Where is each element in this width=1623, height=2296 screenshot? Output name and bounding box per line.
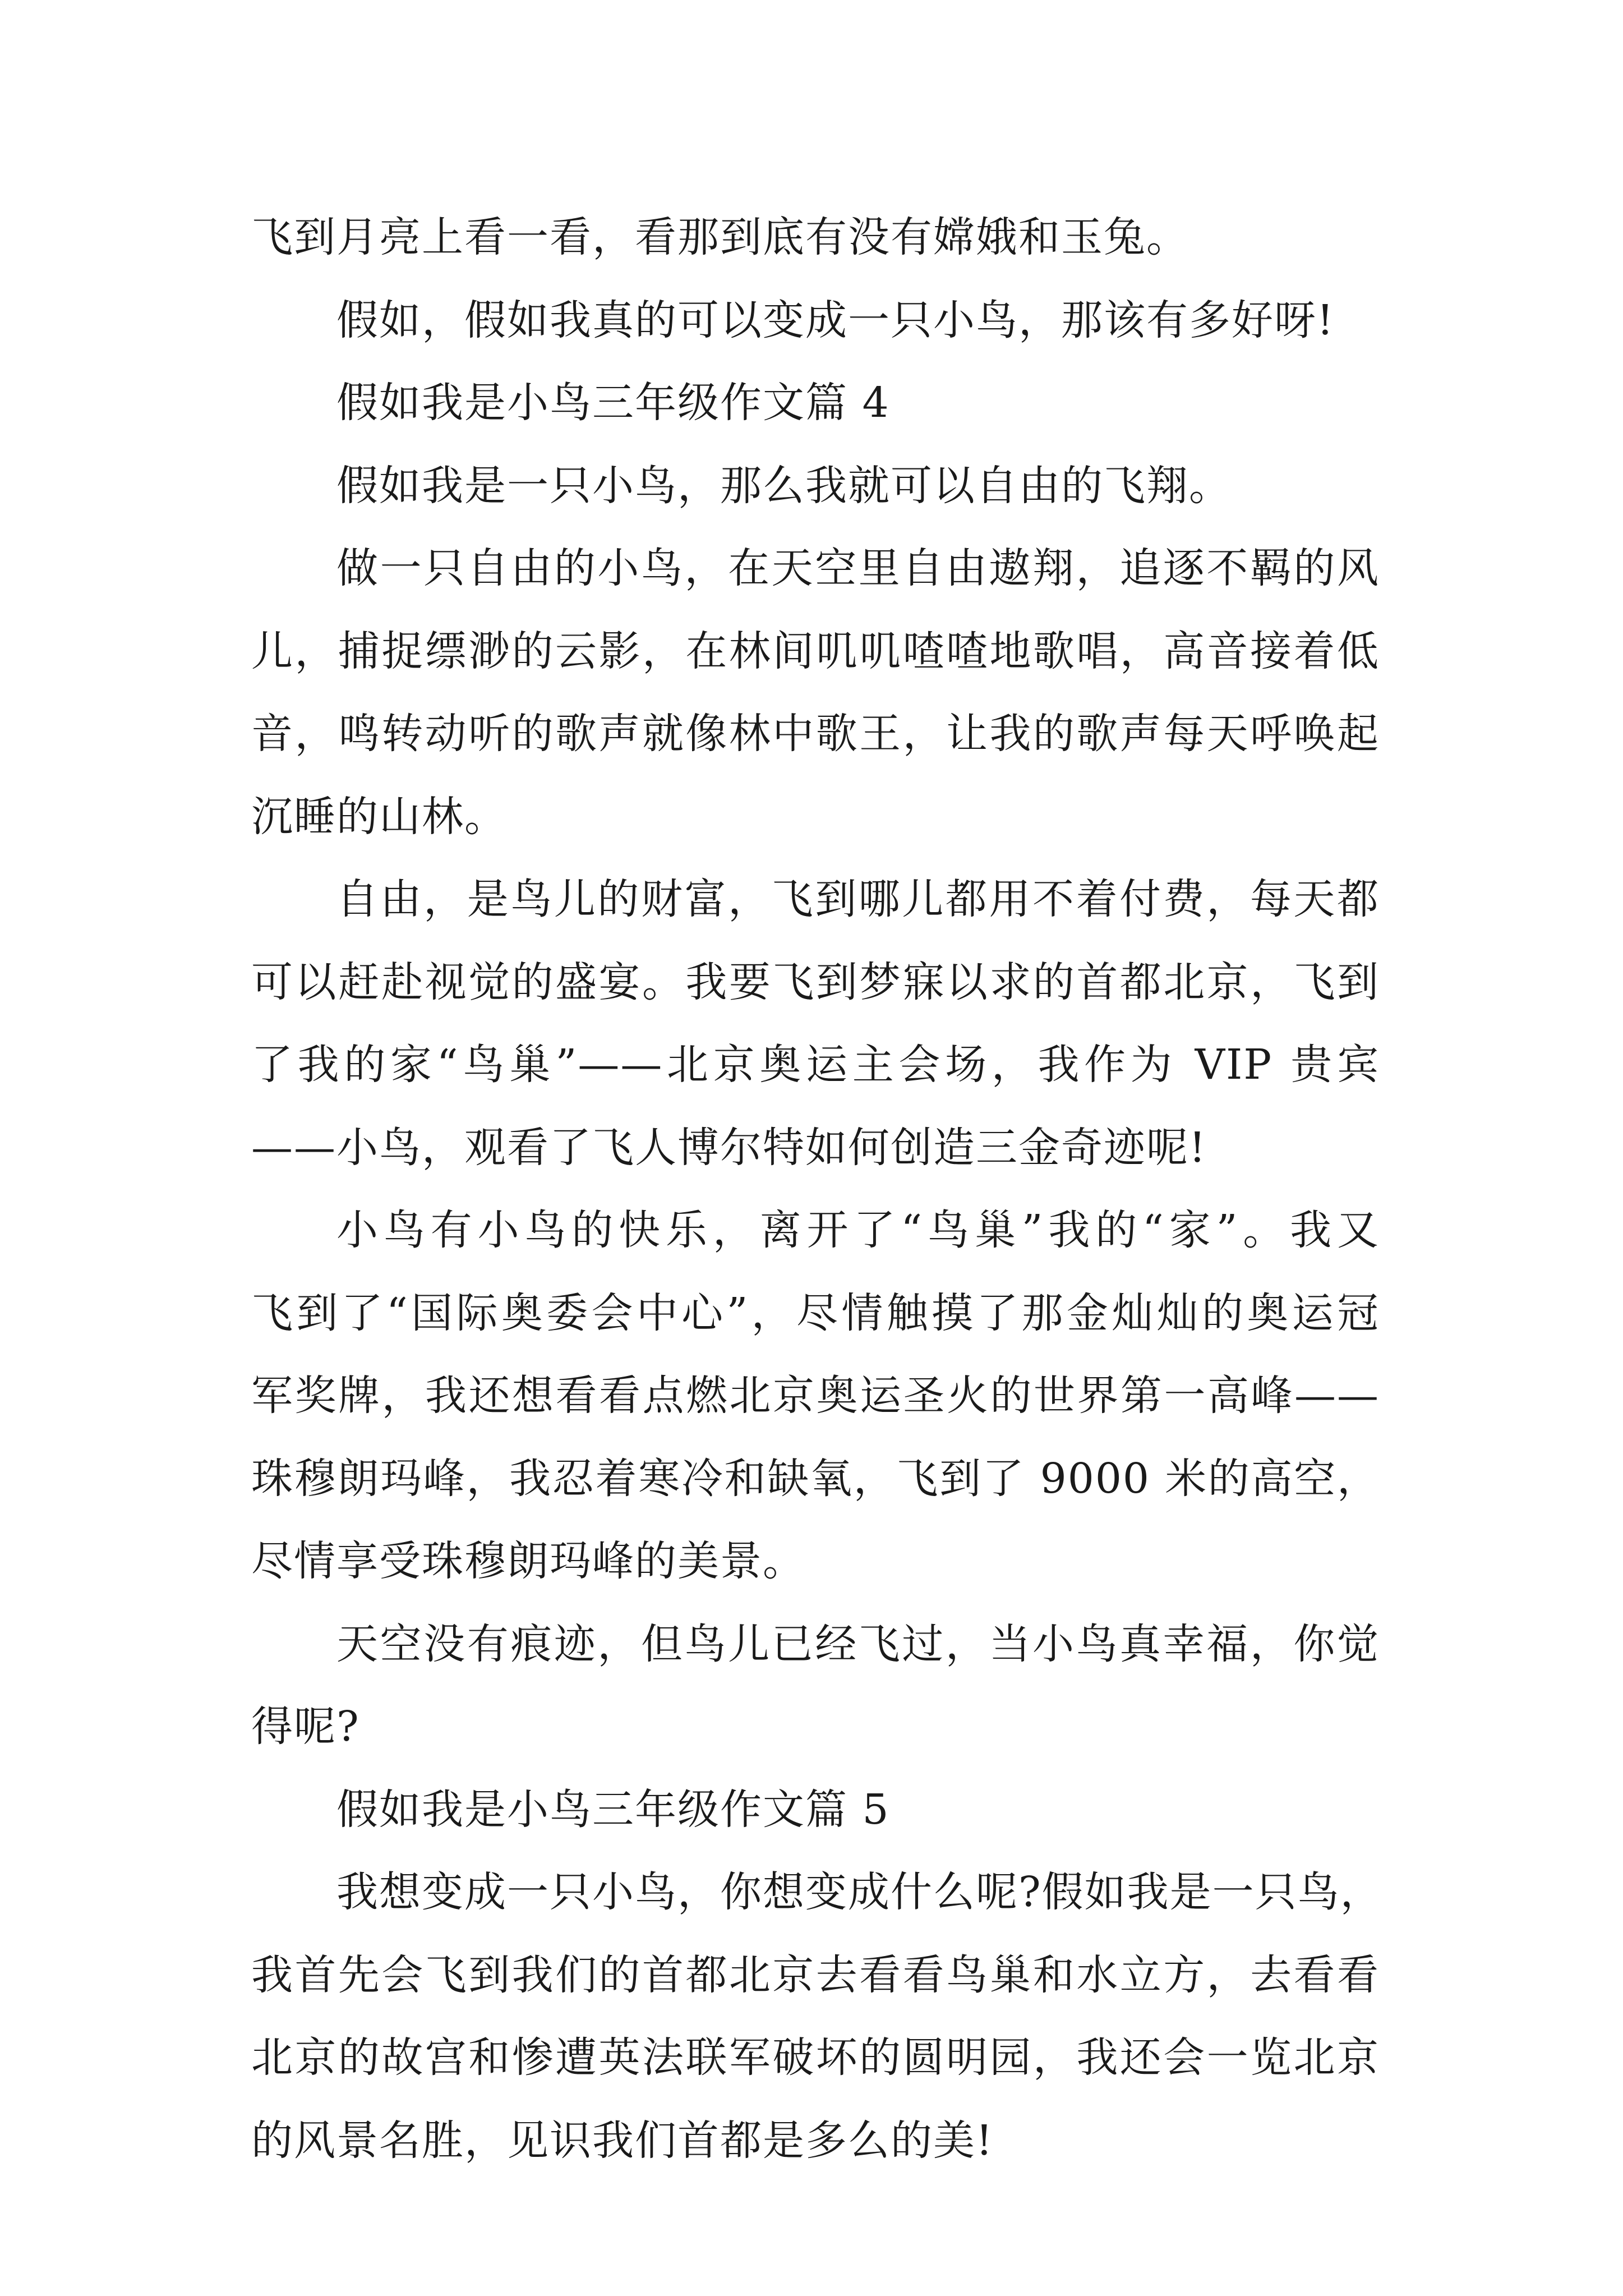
text-line: 可以赶赴视觉的盛宴。我要飞到梦寐以求的首都北京，飞到	[251, 958, 1380, 1006]
text-line: 了我的家“鸟巢”——北京奥运主会场，我作为 VIP 贵宾	[251, 1041, 1380, 1089]
text-line: 自由，是鸟儿的财富，飞到哪儿都用不着付费，每天都	[336, 875, 1380, 923]
text-line: 飞到月亮上看一看，看那到底有没有嫦娥和玉兔。	[251, 213, 1189, 261]
text-line: 假如我是一只小鸟，那么我就可以自由的飞翔。	[336, 461, 1232, 510]
section-heading-5: 假如我是小鸟三年级作文篇 5	[336, 1785, 890, 1834]
text-line: 沉睡的山林。	[251, 792, 507, 841]
text-line: 假如，假如我真的可以变成一只小鸟，那该有多好呀!	[336, 296, 1335, 344]
text-line: 小鸟有小鸟的快乐，离开了“鸟巢”我的“家”。我又	[336, 1206, 1380, 1254]
text-line: 儿，捕捉缥渺的云影，在林间叽叽喳喳地歌唱，高音接着低	[251, 627, 1380, 675]
text-line: 飞到了“国际奥委会中心”，尽情触摸了那金灿灿的奥运冠	[251, 1289, 1380, 1337]
text-line: 做一只自由的小鸟，在天空里自由遨翔，追逐不羁的风	[336, 544, 1380, 592]
text-line: 军奖牌，我还想看看点燃北京奥运圣火的世界第一高峰——	[251, 1372, 1380, 1420]
text-line: 我想变成一只小鸟，你想变成什么呢?假如我是一只鸟，	[336, 1868, 1383, 1916]
text-line: 珠穆朗玛峰，我忍着寒冷和缺氧，飞到了 9000 米的高空，	[251, 1454, 1380, 1503]
text-line: 我首先会飞到我们的首都北京去看看鸟巢和水立方，去看看	[251, 1950, 1380, 1999]
essay-text	[251, 196, 1383, 2182]
text-line: ——小鸟，观看了飞人博尔特如何创造三金奇迹呢!	[251, 1123, 1207, 1172]
text-line: 天空没有痕迹，但鸟儿已经飞过，当小鸟真幸福，你觉	[336, 1619, 1380, 1668]
text-line: 的风景名胜，见识我们首都是多么的美!	[251, 2116, 994, 2165]
section-heading-4: 假如我是小鸟三年级作文篇 4	[336, 379, 890, 427]
text-line: 得呢?	[251, 1703, 360, 1751]
text-line: 尽情享受珠穆朗玛峰的美景。	[251, 1537, 805, 1585]
text-line: 北京的故宫和惨遭英法联军破坏的圆明园，我还会一览北京	[251, 2033, 1380, 2082]
text-line: 音，鸣转动听的歌声就像林中歌王，让我的歌声每天呼唤起	[251, 710, 1380, 758]
